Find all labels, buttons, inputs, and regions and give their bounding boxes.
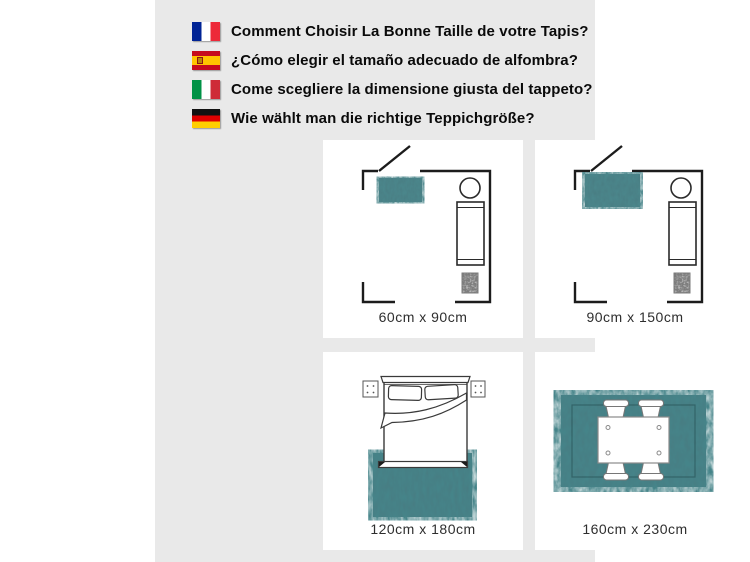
panel-rug-60x90 <box>323 140 523 338</box>
headline-italian: Come scegliere la dimensione giusta del tappeto? <box>231 81 593 98</box>
france-flag-icon <box>192 22 220 41</box>
nightstand-right-shape <box>471 381 485 397</box>
round-table-shape <box>460 178 480 198</box>
headline-spanish: ¿Cómo elegir el tamaño adecuado de alfombra? <box>231 52 578 69</box>
headline-french: Comment Choisir La Bonne Taille de votre Tapis? <box>231 23 589 40</box>
rug-60x90-shape <box>379 178 422 202</box>
nightstand-left-shape <box>363 381 378 397</box>
size-label: 160cm x 230cm <box>582 521 688 537</box>
spain-crest-icon <box>197 57 203 64</box>
bed-shape <box>669 202 696 265</box>
language-row-french <box>192 17 589 46</box>
pillow-left-shape <box>388 386 421 401</box>
door-swing-line <box>379 146 410 171</box>
italy-flag-icon <box>192 80 220 99</box>
dining-table-top-view-diagram <box>535 352 735 524</box>
bedroom-floor-plan-small-rug-diagram <box>323 140 523 308</box>
size-label: 120cm x 180cm <box>370 521 476 537</box>
rug-90x150-shape <box>585 174 640 207</box>
language-header <box>192 17 593 133</box>
size-label: 90cm x 150cm <box>586 309 684 325</box>
headboard-shape <box>381 377 470 383</box>
content-strip <box>155 0 688 562</box>
language-row-spanish <box>192 46 578 75</box>
size-label: 60cm x 90cm <box>378 309 468 325</box>
spain-flag-icon <box>192 51 220 70</box>
plant-shape <box>674 273 690 293</box>
germany-flag-icon <box>192 109 220 128</box>
bedroom-floor-plan-medium-rug-diagram <box>535 140 735 308</box>
headline-german: Wie wählt man die richtige Teppichgröße? <box>231 110 535 127</box>
door-swing-line <box>591 146 622 171</box>
bed-shape <box>379 377 471 468</box>
round-table-shape <box>671 178 691 198</box>
panel-rug-120x180 <box>323 352 523 550</box>
bed-shape <box>457 202 484 265</box>
footboard-shape <box>379 462 468 468</box>
panel-rug-90x150 <box>535 140 735 338</box>
language-row-german <box>192 104 572 133</box>
pillow-right-shape <box>425 384 459 399</box>
plant-shape <box>462 273 478 293</box>
dining-table-shape <box>598 417 669 463</box>
panel-rug-160x230 <box>535 352 735 550</box>
double-bed-top-view-diagram <box>323 352 523 524</box>
language-row-italian <box>192 75 593 104</box>
